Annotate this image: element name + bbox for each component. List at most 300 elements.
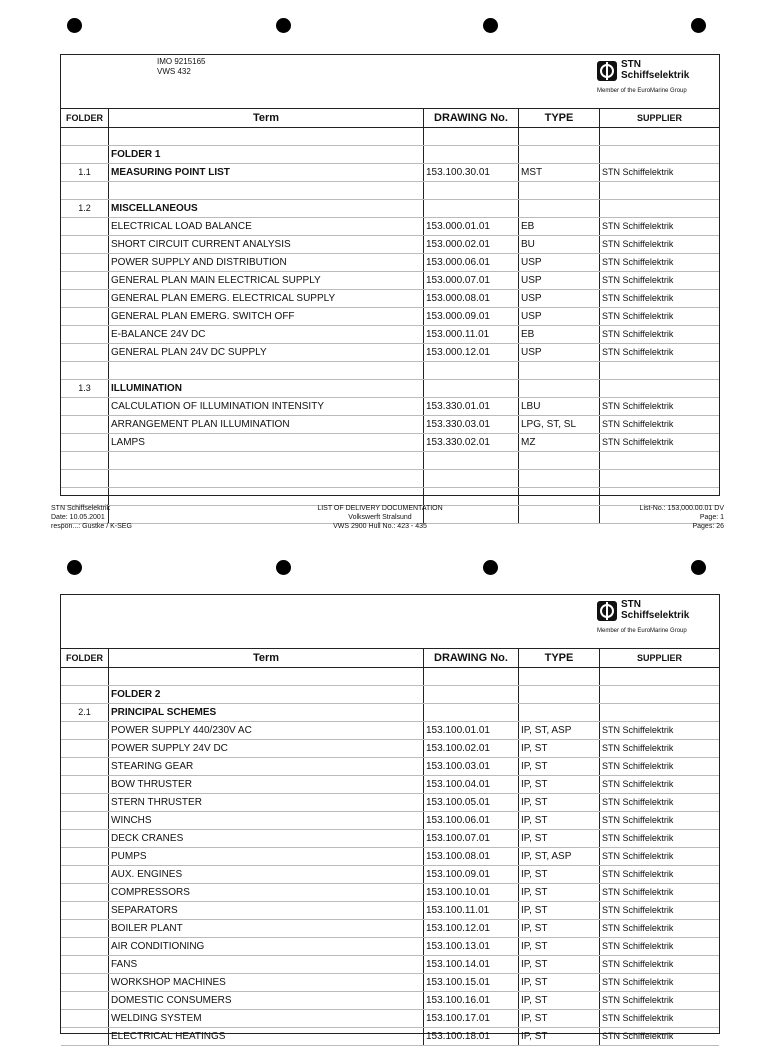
row-drawing: 153.330.02.01 xyxy=(424,434,519,451)
row-term xyxy=(109,470,424,487)
footer-list-no: List-No.: 153,000.00.01 DV xyxy=(639,505,724,512)
table-row xyxy=(61,236,719,254)
table-row xyxy=(61,272,719,290)
row-term xyxy=(109,488,424,505)
row-term: WINCHS xyxy=(109,812,424,829)
row-type: USP xyxy=(519,254,600,271)
row-drawing: 153.100.13.01 xyxy=(424,938,519,955)
row-supplier: STN Schiffelektrik xyxy=(602,311,674,321)
row-folder xyxy=(61,668,109,685)
row-term: FOLDER 1 xyxy=(109,146,424,163)
row-term xyxy=(109,452,424,469)
row-term: STEARING GEAR xyxy=(109,758,424,775)
row-folder xyxy=(61,974,109,991)
table-row xyxy=(61,146,719,164)
row-supplier: STN Schiffelektrik xyxy=(602,905,674,915)
logo-member: Member of the EuroMarine Group xyxy=(597,88,687,94)
row-supplier: STN Schiffelektrik xyxy=(602,419,674,429)
footer-center xyxy=(300,504,460,531)
row-term: ELECTRICAL HEATINGS xyxy=(109,1028,424,1045)
table-row xyxy=(61,956,719,974)
table-row xyxy=(61,776,719,794)
row-folder: 2.1 xyxy=(61,704,109,721)
row-supplier: STN Schiffelektrik xyxy=(602,329,674,339)
row-supplier: STN Schiffelektrik xyxy=(602,851,674,861)
row-term: ILLUMINATION xyxy=(109,380,424,397)
vessel-info xyxy=(157,57,205,77)
row-folder xyxy=(61,722,109,739)
row-folder: 1.2 xyxy=(61,200,109,217)
row-folder xyxy=(61,344,109,361)
row-folder xyxy=(61,182,109,199)
row-term: WELDING SYSTEM xyxy=(109,1010,424,1027)
row-type: IP, ST xyxy=(519,776,600,793)
document-sheet-1 xyxy=(60,54,720,496)
row-supplier: STN Schiffelektrik xyxy=(602,815,674,825)
row-type: IP, ST xyxy=(519,920,600,937)
row-folder xyxy=(61,956,109,973)
table-row xyxy=(61,380,719,398)
row-drawing xyxy=(424,470,519,487)
row-supplier: STN Schiffelektrik xyxy=(602,1031,674,1041)
row-term: PRINCIPAL SCHEMES xyxy=(109,704,424,721)
row-term: STERN THRUSTER xyxy=(109,794,424,811)
row-supplier xyxy=(600,488,719,505)
row-term: LAMPS xyxy=(109,434,424,451)
row-folder xyxy=(61,398,109,415)
row-drawing xyxy=(424,488,519,505)
row-drawing: 153.100.06.01 xyxy=(424,812,519,829)
row-term xyxy=(109,182,424,199)
table-row xyxy=(61,362,719,380)
row-drawing: 153.100.14.01 xyxy=(424,956,519,973)
row-term: POWER SUPPLY 24V DC xyxy=(109,740,424,757)
row-supplier: STN Schiffelektrik xyxy=(602,221,674,231)
row-type: IP, ST xyxy=(519,866,600,883)
row-type: IP, ST xyxy=(519,938,600,955)
row-supplier: STN Schiffelektrik xyxy=(602,401,674,411)
row-folder xyxy=(61,128,109,145)
row-term: CALCULATION OF ILLUMINATION INTENSITY xyxy=(109,398,424,415)
row-folder xyxy=(61,920,109,937)
company-logo xyxy=(597,598,707,642)
row-folder xyxy=(61,686,109,703)
row-drawing: 153.100.09.01 xyxy=(424,866,519,883)
stn-logo-icon xyxy=(597,61,617,81)
row-folder xyxy=(61,830,109,847)
row-type: IP, ST xyxy=(519,758,600,775)
table-row xyxy=(61,326,719,344)
column-headers xyxy=(61,109,719,128)
row-drawing: 153.100.01.01 xyxy=(424,722,519,739)
row-drawing xyxy=(424,182,519,199)
document-sheet-2 xyxy=(60,594,720,1042)
row-type xyxy=(519,488,600,505)
table-row xyxy=(61,470,719,488)
row-type xyxy=(519,686,600,703)
row-folder xyxy=(61,308,109,325)
row-term: ELECTRICAL LOAD BALANCE xyxy=(109,218,424,235)
row-folder xyxy=(61,812,109,829)
row-folder: 1.3 xyxy=(61,380,109,397)
stn-logo-icon xyxy=(597,601,617,621)
punch-hole xyxy=(276,560,291,575)
vws-number: VWS 432 xyxy=(157,67,191,76)
row-type: MST xyxy=(519,164,600,181)
row-drawing xyxy=(424,362,519,379)
row-supplier xyxy=(600,668,719,685)
imo-number: IMO 9215165 xyxy=(157,57,206,66)
row-term: DECK CRANES xyxy=(109,830,424,847)
footer-right xyxy=(640,504,724,531)
row-term: FOLDER 2 xyxy=(109,686,424,703)
table-row xyxy=(61,758,719,776)
row-drawing: 153.000.07.01 xyxy=(424,272,519,289)
punch-hole xyxy=(483,560,498,575)
row-drawing: 153.100.03.01 xyxy=(424,758,519,775)
row-folder xyxy=(61,848,109,865)
table-row xyxy=(61,416,719,434)
punch-hole xyxy=(483,18,498,33)
row-supplier xyxy=(600,146,719,163)
table-row xyxy=(61,722,719,740)
table-row xyxy=(61,938,719,956)
row-drawing: 153.000.02.01 xyxy=(424,236,519,253)
row-drawing xyxy=(424,704,519,721)
row-type xyxy=(519,128,600,145)
row-folder xyxy=(61,902,109,919)
row-drawing xyxy=(424,200,519,217)
row-term: MISCELLANEOUS xyxy=(109,200,424,217)
row-folder xyxy=(61,326,109,343)
row-type: IP, ST xyxy=(519,812,600,829)
row-type: USP xyxy=(519,272,600,289)
table-row xyxy=(61,182,719,200)
row-folder xyxy=(61,290,109,307)
footer-page: Page: 1 xyxy=(699,514,724,521)
row-supplier: STN Schiffelektrik xyxy=(602,977,674,987)
row-type: EB xyxy=(519,326,600,343)
logo-line2: Schiffselektrik xyxy=(621,610,690,621)
row-supplier: STN Schiffelektrik xyxy=(602,275,674,285)
row-supplier: STN Schiffelektrik xyxy=(602,869,674,879)
table-row xyxy=(61,794,719,812)
row-term: ARRANGEMENT PLAN ILLUMINATION xyxy=(109,416,424,433)
row-term: POWER SUPPLY 440/230V AC xyxy=(109,722,424,739)
row-type xyxy=(519,704,600,721)
row-supplier xyxy=(600,182,719,199)
header-term: Term xyxy=(109,109,424,127)
row-supplier: STN Schiffelektrik xyxy=(602,959,674,969)
table-row xyxy=(61,740,719,758)
row-folder xyxy=(61,434,109,451)
row-term: SHORT CIRCUIT CURRENT ANALYSIS xyxy=(109,236,424,253)
footer-hull: VWS 2900 Hull No.: 423 - 435 xyxy=(333,523,427,530)
table-row xyxy=(61,218,719,236)
row-folder xyxy=(61,1010,109,1027)
table-row xyxy=(61,164,719,182)
table-row xyxy=(61,200,719,218)
punch-hole xyxy=(691,18,706,33)
header-type: TYPE xyxy=(519,109,600,127)
row-type xyxy=(519,362,600,379)
row-type: EB xyxy=(519,218,600,235)
row-supplier: STN Schiffelektrik xyxy=(602,239,674,249)
table-row xyxy=(61,344,719,362)
row-supplier: STN Schiffelektrik xyxy=(602,833,674,843)
punch-hole xyxy=(691,560,706,575)
row-supplier: STN Schiffelektrik xyxy=(602,797,674,807)
row-supplier: STN Schiffelektrik xyxy=(602,941,674,951)
row-folder xyxy=(61,938,109,955)
table-body xyxy=(61,128,719,524)
row-folder xyxy=(61,740,109,757)
row-drawing: 153.000.09.01 xyxy=(424,308,519,325)
row-type: IP, ST xyxy=(519,902,600,919)
row-drawing xyxy=(424,668,519,685)
row-term: POWER SUPPLY AND DISTRIBUTION xyxy=(109,254,424,271)
row-drawing xyxy=(424,380,519,397)
row-supplier: STN Schiffelektrik xyxy=(602,347,674,357)
row-type: USP xyxy=(519,344,600,361)
table-row xyxy=(61,398,719,416)
logo-member: Member of the EuroMarine Group xyxy=(597,628,687,634)
row-type xyxy=(519,380,600,397)
table-row xyxy=(61,1010,719,1028)
row-supplier: STN Schiffelektrik xyxy=(602,887,674,897)
row-drawing: 153.000.11.01 xyxy=(424,326,519,343)
row-term: GENERAL PLAN EMERG. SWITCH OFF xyxy=(109,308,424,325)
footer-shipyard: Volkswerft Stralsund xyxy=(348,514,412,521)
header-type: TYPE xyxy=(519,649,600,667)
row-drawing: 153.000.12.01 xyxy=(424,344,519,361)
table-row xyxy=(61,668,719,686)
row-drawing: 153.100.08.01 xyxy=(424,848,519,865)
row-drawing: 153.100.17.01 xyxy=(424,1010,519,1027)
header-drawing: DRAWING No. xyxy=(424,649,519,667)
table-row xyxy=(61,290,719,308)
row-type: IP, ST xyxy=(519,956,600,973)
table-row xyxy=(61,128,719,146)
sheet-header xyxy=(61,55,719,109)
row-supplier: STN Schiffelektrik xyxy=(602,257,674,267)
table-row xyxy=(61,848,719,866)
row-drawing: 153.330.01.01 xyxy=(424,398,519,415)
row-supplier: STN Schiffelektrik xyxy=(602,293,674,303)
row-type xyxy=(519,470,600,487)
row-drawing: 153.100.07.01 xyxy=(424,830,519,847)
table-body xyxy=(61,668,719,1046)
row-term: COMPRESSORS xyxy=(109,884,424,901)
row-type xyxy=(519,146,600,163)
row-drawing: 153.000.01.01 xyxy=(424,218,519,235)
row-type xyxy=(519,668,600,685)
table-row xyxy=(61,830,719,848)
punch-hole xyxy=(67,18,82,33)
row-supplier: STN Schiffelektrik xyxy=(602,725,674,735)
row-drawing xyxy=(424,686,519,703)
company-logo xyxy=(597,58,707,102)
row-folder xyxy=(61,866,109,883)
row-folder xyxy=(61,362,109,379)
footer-doc-title: LIST OF DELIVERY DOCUMENTATION xyxy=(317,505,443,512)
row-supplier: STN Schiffelektrik xyxy=(602,167,674,177)
punch-hole xyxy=(276,18,291,33)
row-term: PUMPS xyxy=(109,848,424,865)
row-drawing: 153.100.04.01 xyxy=(424,776,519,793)
row-folder xyxy=(61,470,109,487)
row-supplier xyxy=(600,704,719,721)
row-supplier xyxy=(600,470,719,487)
punch-hole xyxy=(67,560,82,575)
row-drawing: 153.100.11.01 xyxy=(424,902,519,919)
row-term xyxy=(109,128,424,145)
row-folder xyxy=(61,992,109,1009)
row-term: DOMESTIC CONSUMERS xyxy=(109,992,424,1009)
row-folder xyxy=(61,254,109,271)
row-type: IP, ST xyxy=(519,830,600,847)
row-supplier xyxy=(600,362,719,379)
row-drawing: 153.000.06.01 xyxy=(424,254,519,271)
header-term: Term xyxy=(109,649,424,667)
row-type: BU xyxy=(519,236,600,253)
table-row xyxy=(61,452,719,470)
row-type: MZ xyxy=(519,434,600,451)
row-term: SEPARATORS xyxy=(109,902,424,919)
row-type: IP, ST xyxy=(519,884,600,901)
row-supplier: STN Schiffelektrik xyxy=(602,743,674,753)
row-term: AUX. ENGINES xyxy=(109,866,424,883)
row-type: LPG, ST, SL xyxy=(519,416,600,433)
row-type xyxy=(519,452,600,469)
logo-line1: STN xyxy=(621,599,641,610)
row-type: IP, ST xyxy=(519,1010,600,1027)
logo-line2: Schiffselektrik xyxy=(621,70,690,81)
table-row xyxy=(61,992,719,1010)
row-supplier: STN Schiffelektrik xyxy=(602,1013,674,1023)
row-supplier: STN Schiffelektrik xyxy=(602,761,674,771)
row-term: GENERAL PLAN EMERG. ELECTRICAL SUPPLY xyxy=(109,290,424,307)
row-folder xyxy=(61,452,109,469)
row-term xyxy=(109,362,424,379)
logo-line1: STN xyxy=(621,59,641,70)
row-supplier xyxy=(600,200,719,217)
table-row xyxy=(61,866,719,884)
header-folder: FOLDER xyxy=(61,649,109,667)
row-type: IP, ST xyxy=(519,992,600,1009)
row-drawing: 153.330.03.01 xyxy=(424,416,519,433)
sheet-header xyxy=(61,595,719,649)
row-term: BOILER PLANT xyxy=(109,920,424,937)
row-folder xyxy=(61,416,109,433)
row-type: IP, ST xyxy=(519,794,600,811)
row-type: IP, ST xyxy=(519,1028,600,1045)
header-folder: FOLDER xyxy=(61,109,109,127)
footer-left xyxy=(51,504,132,531)
row-drawing xyxy=(424,128,519,145)
row-folder xyxy=(61,146,109,163)
row-drawing: 153.100.18.01 xyxy=(424,1028,519,1045)
row-term: AIR CONDITIONING xyxy=(109,938,424,955)
table-row xyxy=(61,704,719,722)
row-folder: 1.1 xyxy=(61,164,109,181)
row-type: IP, ST, ASP xyxy=(519,848,600,865)
row-supplier xyxy=(600,686,719,703)
header-drawing: DRAWING No. xyxy=(424,109,519,127)
row-drawing: 153.100.10.01 xyxy=(424,884,519,901)
row-drawing: 153.100.30.01 xyxy=(424,164,519,181)
table-row xyxy=(61,308,719,326)
row-supplier: STN Schiffelektrik xyxy=(602,437,674,447)
row-term: GENERAL PLAN 24V DC SUPPLY xyxy=(109,344,424,361)
row-folder xyxy=(61,758,109,775)
row-supplier xyxy=(600,452,719,469)
row-type xyxy=(519,200,600,217)
row-type: IP, ST xyxy=(519,740,600,757)
row-folder xyxy=(61,776,109,793)
table-row xyxy=(61,434,719,452)
row-supplier: STN Schiffelektrik xyxy=(602,995,674,1005)
row-type: IP, ST xyxy=(519,974,600,991)
table-row xyxy=(61,884,719,902)
table-row xyxy=(61,920,719,938)
row-drawing: 153.100.16.01 xyxy=(424,992,519,1009)
row-supplier: STN Schiffelektrik xyxy=(602,779,674,789)
row-folder xyxy=(61,236,109,253)
footer-pages: Pages: 26 xyxy=(692,523,724,530)
row-type: USP xyxy=(519,308,600,325)
row-type: IP, ST, ASP xyxy=(519,722,600,739)
row-term: WORKSHOP MACHINES xyxy=(109,974,424,991)
row-supplier: STN Schiffelektrik xyxy=(602,923,674,933)
table-row xyxy=(61,902,719,920)
row-drawing xyxy=(424,146,519,163)
row-term: FANS xyxy=(109,956,424,973)
row-folder xyxy=(61,884,109,901)
row-folder xyxy=(61,488,109,505)
row-type: LBU xyxy=(519,398,600,415)
column-headers xyxy=(61,649,719,668)
row-term: MEASURING POINT LIST xyxy=(109,164,424,181)
row-drawing xyxy=(424,452,519,469)
footer-company: STN Schiffselektrik xyxy=(51,505,110,512)
row-drawing: 153.100.02.01 xyxy=(424,740,519,757)
table-row xyxy=(61,1028,719,1046)
row-drawing: 153.100.12.01 xyxy=(424,920,519,937)
row-type: USP xyxy=(519,290,600,307)
row-type xyxy=(519,506,600,523)
table-row xyxy=(61,974,719,992)
row-supplier xyxy=(600,380,719,397)
row-folder xyxy=(61,272,109,289)
row-folder xyxy=(61,794,109,811)
row-type xyxy=(519,182,600,199)
row-term: BOW THRUSTER xyxy=(109,776,424,793)
footer-responsible: respon...: Gustke / K-SEG xyxy=(51,523,132,530)
row-folder xyxy=(61,218,109,235)
row-drawing: 153.100.05.01 xyxy=(424,794,519,811)
table-row xyxy=(61,686,719,704)
row-drawing: 153.000.08.01 xyxy=(424,290,519,307)
row-folder xyxy=(61,1028,109,1045)
row-term: E-BALANCE 24V DC xyxy=(109,326,424,343)
row-term: GENERAL PLAN MAIN ELECTRICAL SUPPLY xyxy=(109,272,424,289)
header-supplier: SUPPLIER xyxy=(636,653,682,663)
table-row xyxy=(61,812,719,830)
table-row xyxy=(61,254,719,272)
footer-date: Date: 10.05.2001 xyxy=(51,514,105,521)
row-term xyxy=(109,668,424,685)
